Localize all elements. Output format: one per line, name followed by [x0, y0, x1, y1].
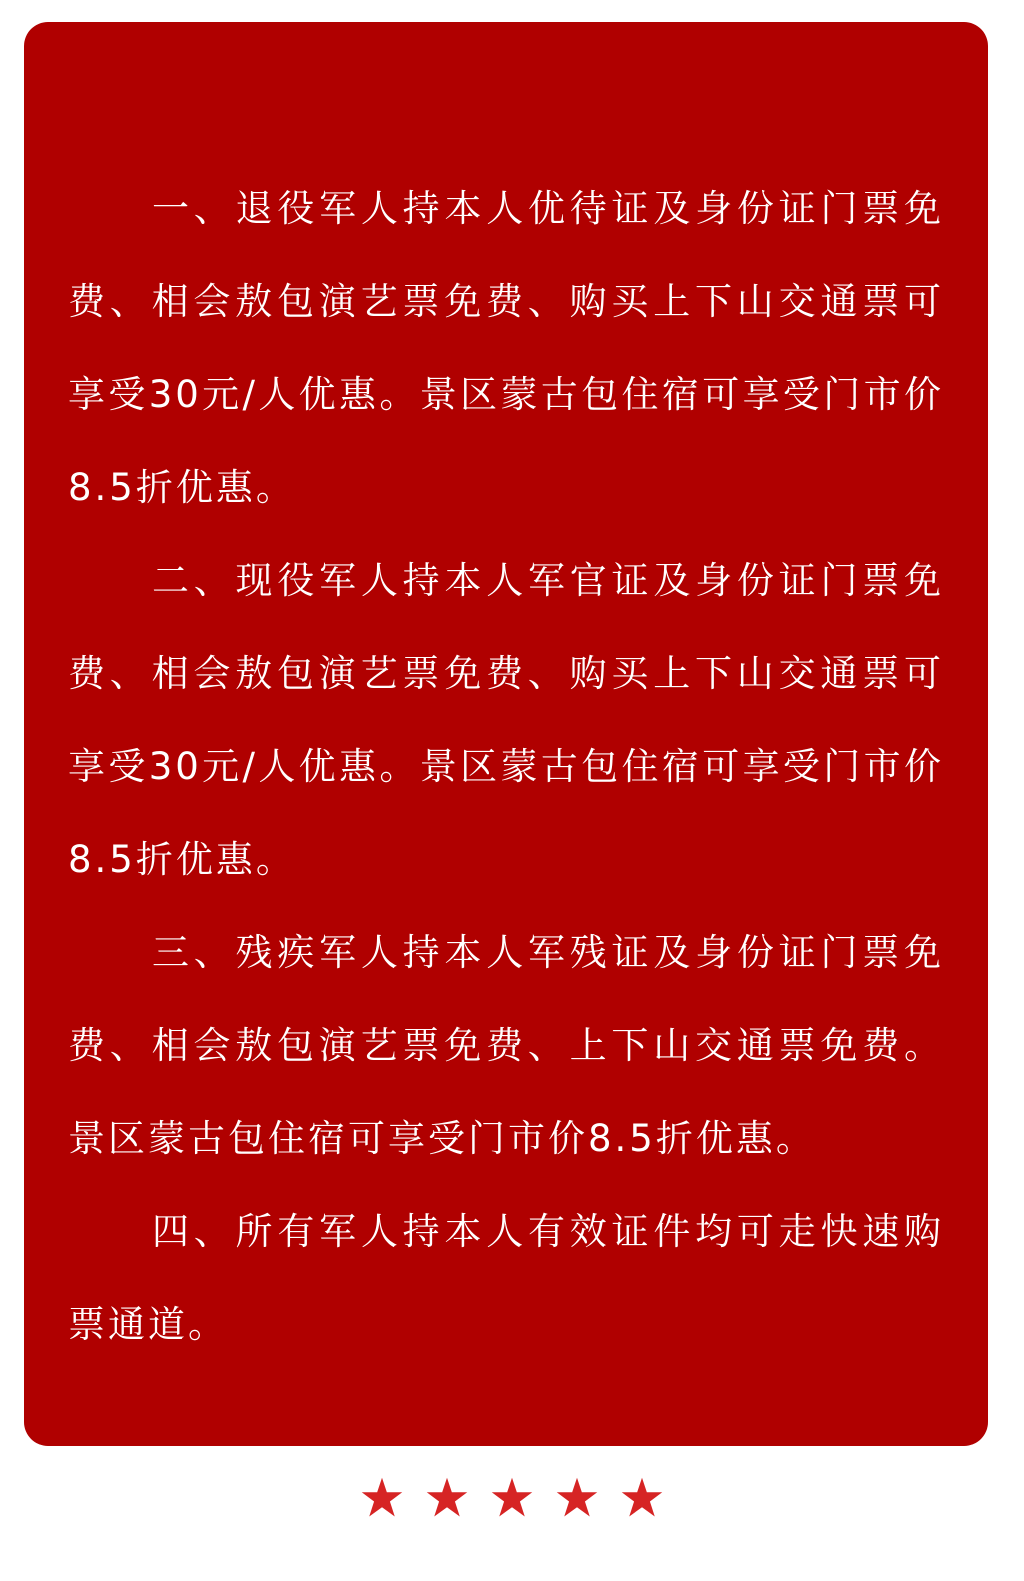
policy-paragraph-3: 三、残疾军人持本人军残证及身份证门票免费、相会敖包演艺票免费、上下山交通票免费。景区蒙古包住宿可享受门市价8.5折优惠。 [68, 931, 944, 1160]
policy-panel [24, 22, 988, 1446]
policy-paragraph-1: 一、退役军人持本人优待证及身份证门票免费、相会敖包演艺票免费、购买上下山交通票可享受30元/人优惠。景区蒙古包住宿可享受门市价8.5折优惠。 [68, 187, 944, 509]
star-icon [490, 1476, 534, 1520]
star-icon [620, 1476, 664, 1520]
policy-paragraph-4: 四、所有军人持本人有效证件均可走快速购票通道。 [68, 1210, 944, 1346]
star-icon [555, 1476, 599, 1520]
star-icon [425, 1476, 469, 1520]
policy-paragraph-2: 二、现役军人持本人军官证及身份证门票免费、相会敖包演艺票免费、购买上下山交通票可享受30元/人优惠。景区蒙古包住宿可享受门市价8.5折优惠。 [68, 559, 944, 881]
star-row [0, 1476, 1024, 1526]
star-icon [360, 1476, 404, 1520]
